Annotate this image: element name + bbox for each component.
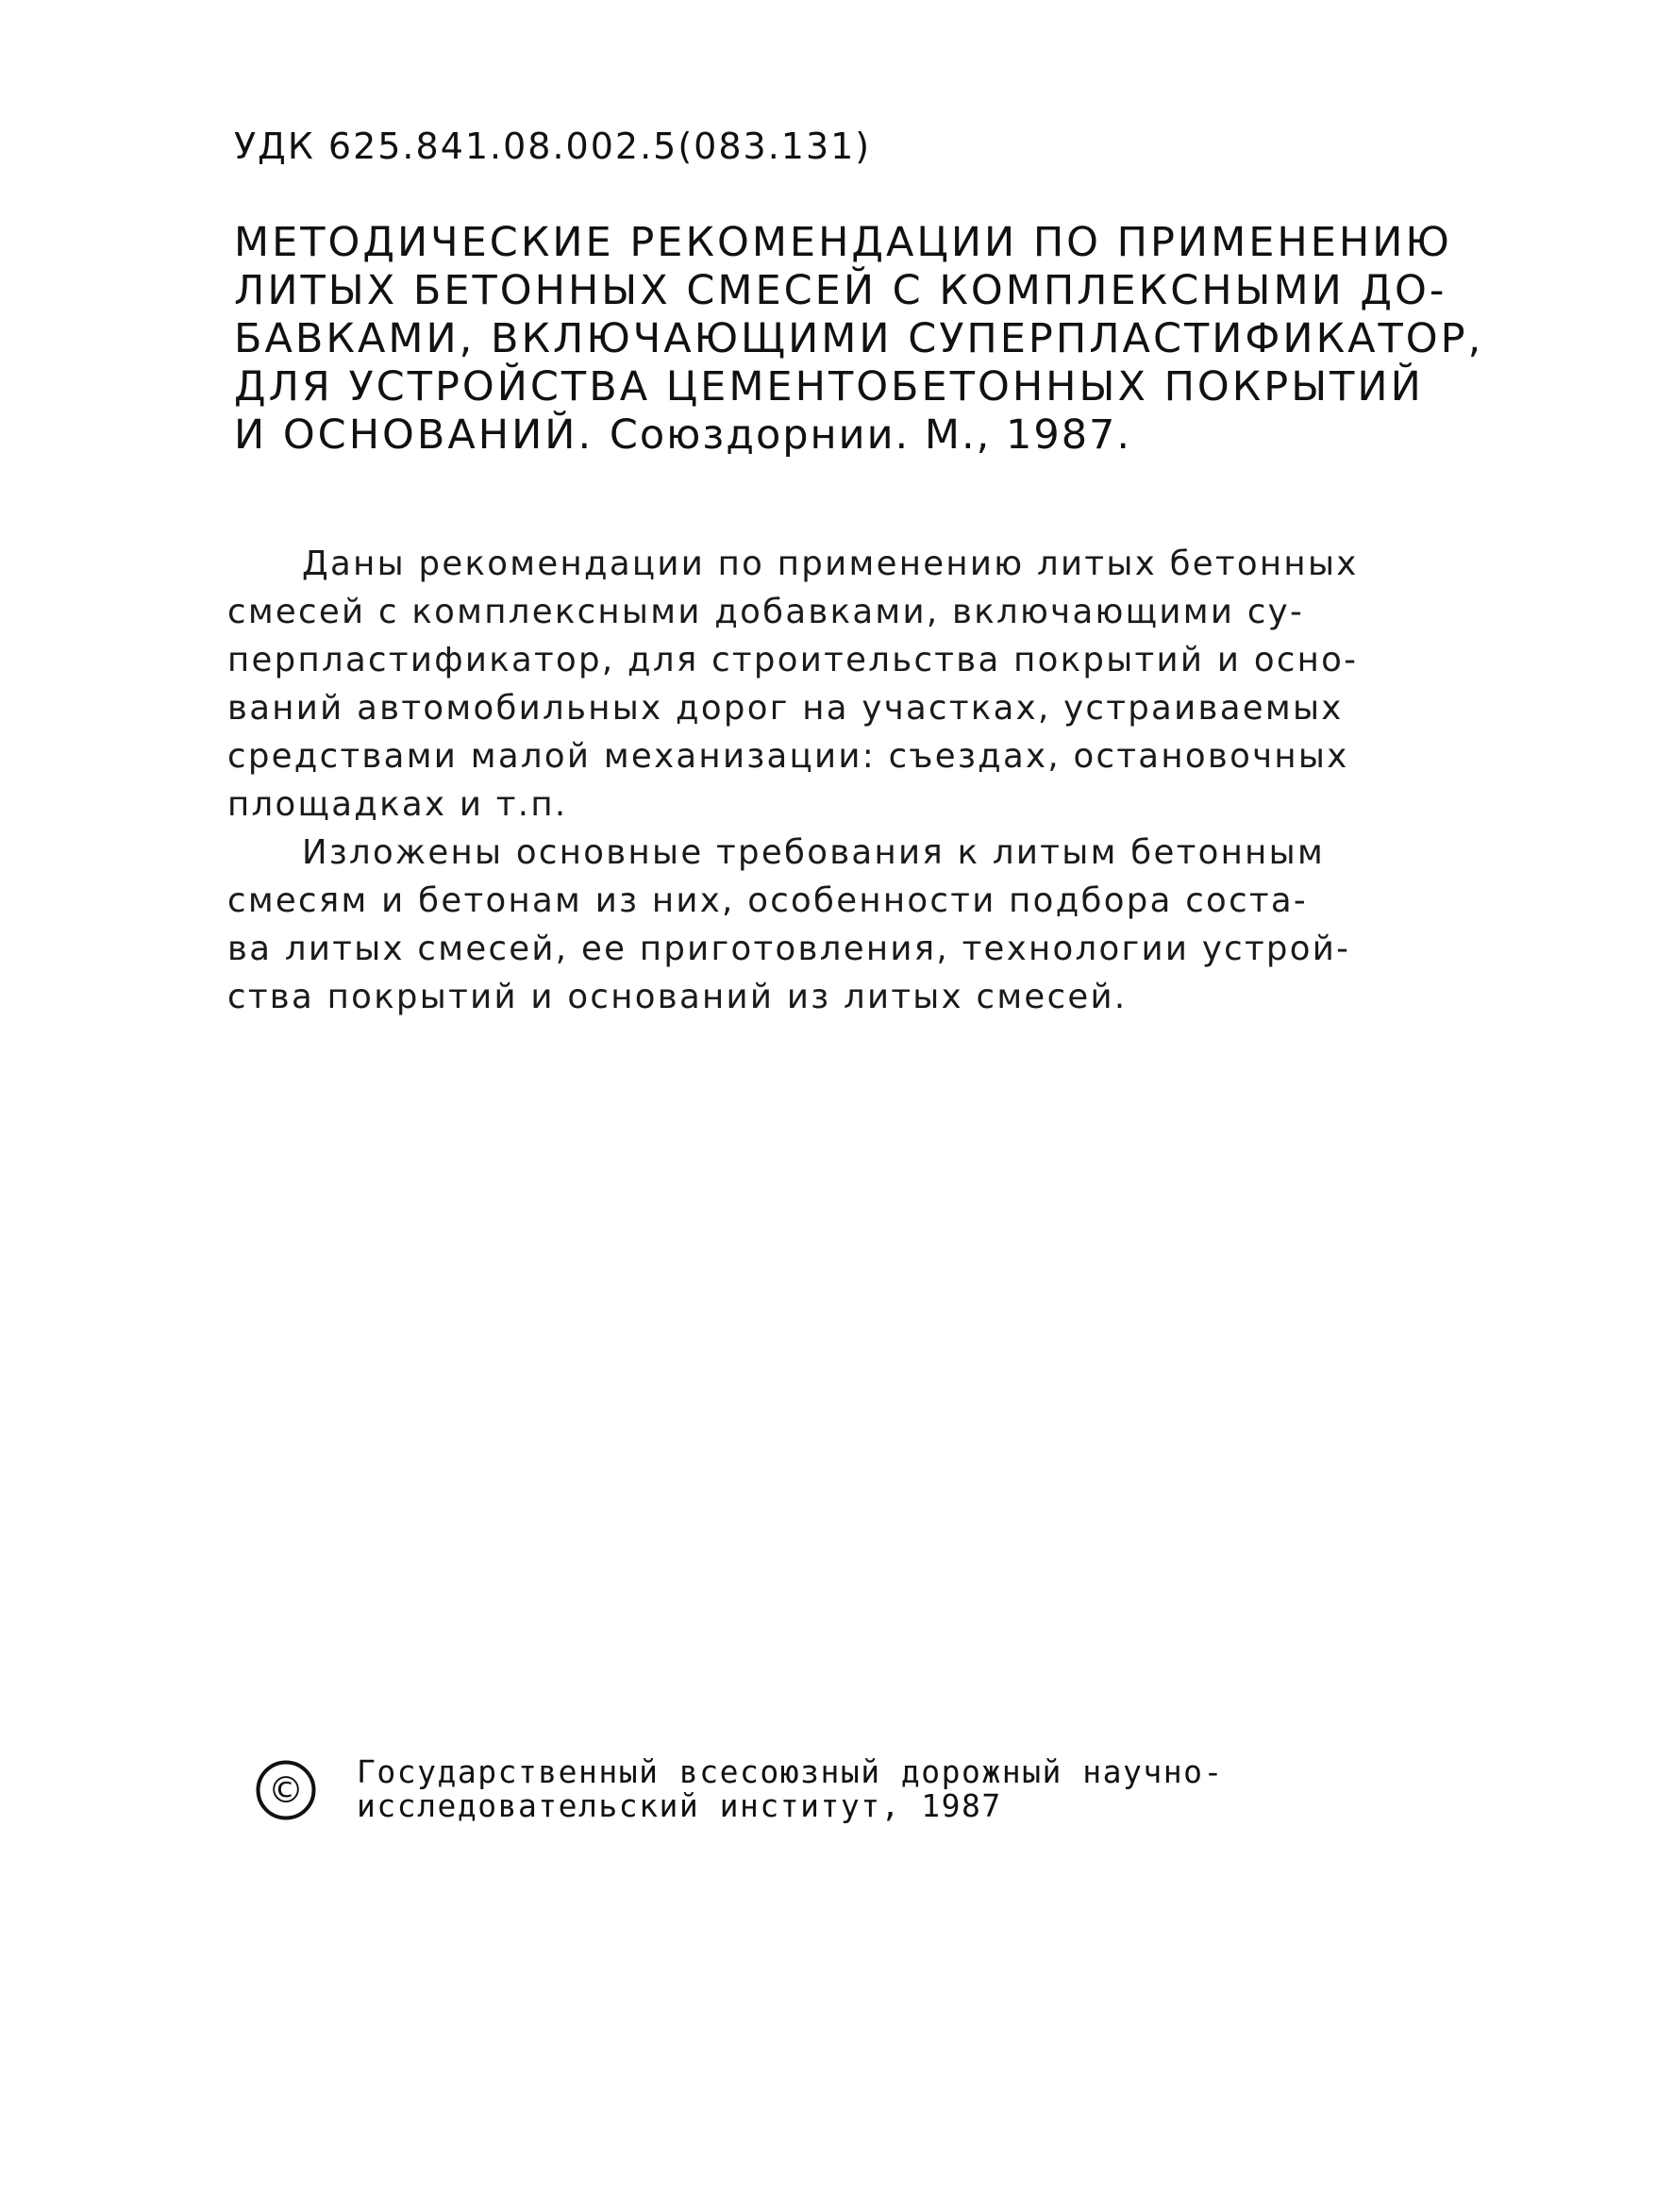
abstract-line: смесей с комплексными добавками, включающими су- — [227, 593, 1305, 631]
copyright-icon — [255, 1759, 317, 1821]
abstract-line: средствами малой механизации: съездах, остановочных — [227, 737, 1349, 776]
abstract-line: площадках и т.п. — [227, 785, 568, 824]
copyright-line: исследовательский институт, 1987 — [357, 1787, 1002, 1824]
abstract — [227, 540, 1492, 1021]
title-line: БАВКАМИ, ВКЛЮЧАЮЩИМИ СУПЕРПЛАСТИФИКАТОР, — [234, 315, 1484, 362]
abstract-line: ва литых смесей, ее приготовления, технологии устрой- — [227, 930, 1351, 968]
copyright-symbol: © — [268, 1769, 304, 1811]
abstract-line: ства покрытий и оснований из литых смесей. — [227, 978, 1128, 1016]
abstract-line: перпластификатор, для строительства покрытий и осно- — [227, 641, 1359, 679]
title-line-last — [234, 411, 1480, 460]
abstract-line: смесям и бетонам из них, особенности подбора соста- — [227, 881, 1309, 920]
abstract-line: ваний автомобильных дорог на участках, устраиваемых — [227, 689, 1344, 728]
title-line: МЕТОДИЧЕСКИЕ РЕКОМЕНДАЦИИ ПО ПРИМЕНЕНИЮ — [234, 219, 1452, 266]
bibliographic-title — [234, 219, 1484, 460]
abstract-line: Изложены основные требования к литым бетонным — [302, 833, 1326, 872]
title-line-text: И ОСНОВАНИЙ. — [234, 411, 594, 459]
publisher-info: Союздорнии. М., 1987. — [609, 411, 1132, 459]
copyright-text — [357, 1755, 1224, 1823]
abstract-line: Даны рекомендации по применению литых бетонных — [302, 545, 1359, 583]
copyright-line: Государственный всесоюзный дорожный научно- — [357, 1753, 1224, 1790]
udc-code: УДК 625.841.08.002.5(083.131) — [234, 126, 872, 167]
title-line: ДЛЯ УСТРОЙСТВА ЦЕМЕНТОБЕТОННЫХ ПОКРЫТИЙ — [234, 363, 1424, 411]
title-line: ЛИТЫХ БЕТОННЫХ СМЕСЕЙ С КОМПЛЕКСНЫМИ ДО- — [234, 267, 1447, 314]
